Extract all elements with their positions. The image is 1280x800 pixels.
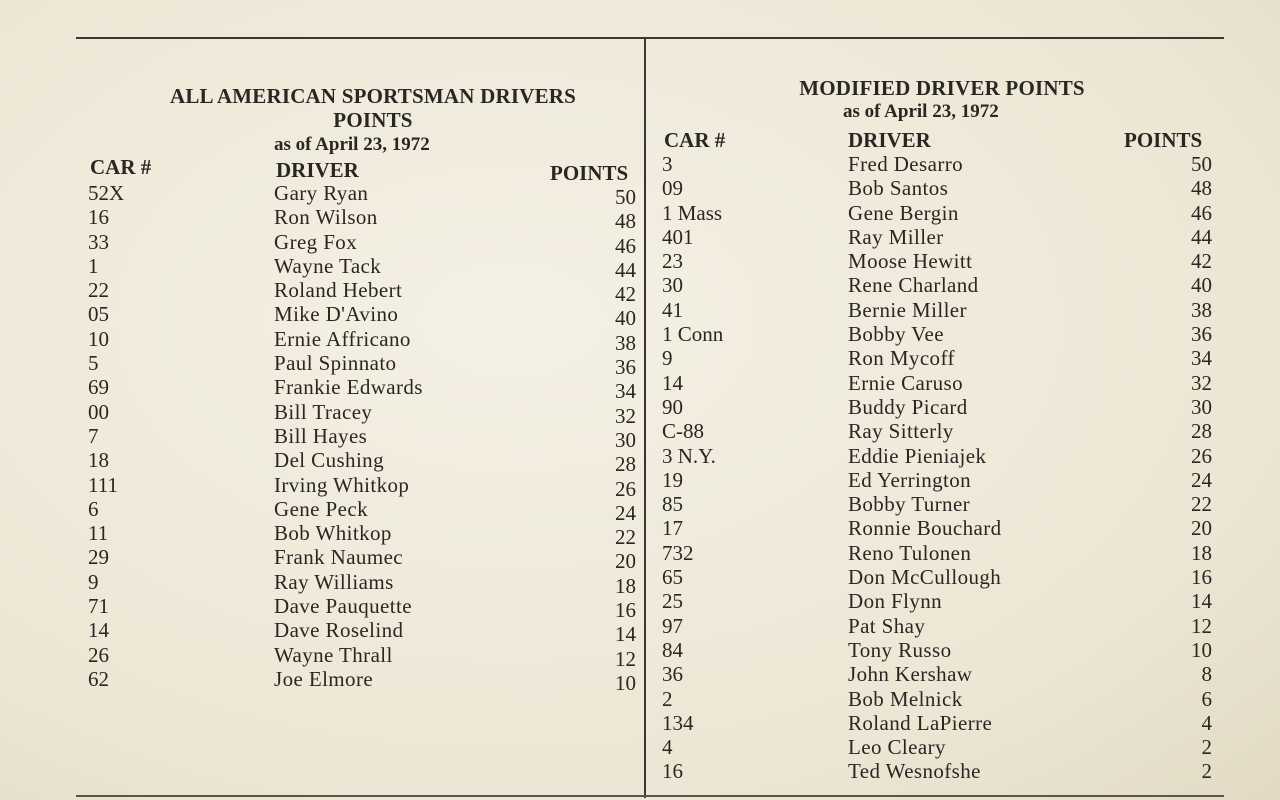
driver-points: 10 xyxy=(615,670,636,695)
car-number: 3 N.Y. xyxy=(662,443,716,468)
table-row xyxy=(662,346,1214,370)
car-number: 11 xyxy=(88,521,109,546)
driver-points: 14 xyxy=(615,622,636,647)
car-number: 09 xyxy=(662,176,683,201)
driver-name: Gene Bergin xyxy=(848,200,959,225)
driver-name: Bobby Vee xyxy=(848,322,944,347)
driver-name: Buddy Picard xyxy=(848,394,968,419)
driver-points: 44 xyxy=(1191,224,1212,249)
car-number: 26 xyxy=(88,642,109,667)
car-number: 36 xyxy=(662,662,683,687)
car-number: 17 xyxy=(662,516,683,541)
sportsman-date: as of April 23, 1972 xyxy=(274,134,430,155)
car-number: 14 xyxy=(88,618,109,643)
table-row xyxy=(88,302,640,331)
driver-name: Roland Hebert xyxy=(274,278,403,303)
driver-points: 20 xyxy=(1191,516,1212,541)
car-number: 18 xyxy=(88,448,109,473)
driver-points: 44 xyxy=(615,257,636,282)
table-row xyxy=(662,249,1214,273)
car-number: 2 xyxy=(662,686,673,711)
driver-name: Leo Cleary xyxy=(848,735,946,760)
driver-name: Ernie Affricano xyxy=(274,326,411,351)
driver-name: Frankie Edwards xyxy=(274,375,423,400)
sportsman-rows xyxy=(88,181,640,695)
driver-points: 40 xyxy=(1191,273,1212,298)
driver-name: Gene Peck xyxy=(274,496,368,521)
table-row xyxy=(88,278,640,307)
table-row xyxy=(662,298,1214,322)
table-row xyxy=(88,642,640,671)
driver-points: 2 xyxy=(1201,759,1212,784)
table-row xyxy=(662,444,1214,468)
car-number: 9 xyxy=(88,569,99,594)
table-row xyxy=(88,351,640,380)
car-number: 22 xyxy=(88,278,109,303)
driver-name: Moose Hewitt xyxy=(848,249,973,274)
table-row xyxy=(662,589,1214,613)
driver-name: Rene Charland xyxy=(848,273,979,298)
car-number: 7 xyxy=(88,423,99,448)
driver-name: Bill Hayes xyxy=(274,423,368,448)
driver-points: 2 xyxy=(1201,735,1212,760)
driver-points: 42 xyxy=(615,282,636,307)
driver-points: 18 xyxy=(615,573,636,598)
car-number: 5 xyxy=(88,351,99,376)
table-row xyxy=(662,322,1214,346)
table-row xyxy=(88,399,640,428)
driver-points: 12 xyxy=(1191,613,1212,638)
car-number: 14 xyxy=(662,370,683,395)
driver-points: 26 xyxy=(1191,443,1212,468)
modified-rows xyxy=(662,152,1214,784)
driver-name: John Kershaw xyxy=(848,662,973,687)
car-number: 25 xyxy=(662,589,683,614)
driver-name: Ronnie Bouchard xyxy=(848,516,1002,541)
driver-points: 38 xyxy=(615,330,636,355)
table-row xyxy=(662,273,1214,297)
driver-points: 46 xyxy=(615,233,636,258)
driver-points: 30 xyxy=(615,427,636,452)
driver-points: 32 xyxy=(1191,370,1212,395)
car-number: C-88 xyxy=(662,419,704,444)
table-row xyxy=(662,638,1214,662)
table-row xyxy=(88,569,640,598)
driver-name: Fred Desarro xyxy=(848,152,964,176)
table-row xyxy=(88,423,640,452)
driver-name: Irving Whitkop xyxy=(274,472,410,497)
driver-name: Paul Spinnato xyxy=(274,351,397,376)
table-row xyxy=(662,687,1214,711)
driver-points: 42 xyxy=(1191,249,1212,274)
table-row xyxy=(662,614,1214,638)
table-row xyxy=(662,759,1214,783)
driver-name: Bob Santos xyxy=(848,176,949,201)
car-number: 10 xyxy=(88,326,109,351)
column-divider xyxy=(644,38,646,798)
driver-points: 4 xyxy=(1201,710,1212,735)
table-row xyxy=(88,618,640,647)
modified-car-header: CAR # xyxy=(664,128,726,152)
top-rule xyxy=(76,37,1224,39)
driver-name: Roland LaPierre xyxy=(848,710,993,735)
car-number: 62 xyxy=(88,666,109,691)
driver-name: Ron Mycoff xyxy=(848,346,955,371)
driver-points: 32 xyxy=(615,403,636,428)
car-number: 134 xyxy=(662,710,694,735)
car-number: 69 xyxy=(88,375,109,400)
driver-points: 6 xyxy=(1201,686,1212,711)
modified-title: MODIFIED DRIVER POINTS xyxy=(799,76,1085,100)
driver-points: 10 xyxy=(1191,637,1212,662)
table-row xyxy=(662,395,1214,419)
driver-name: Mike D'Avino xyxy=(274,302,399,327)
driver-points: 22 xyxy=(615,525,636,550)
table-row xyxy=(88,229,640,258)
driver-name: Joe Elmore xyxy=(274,666,374,691)
car-number: 401 xyxy=(662,224,694,249)
car-number: 97 xyxy=(662,613,683,638)
table-row xyxy=(662,371,1214,395)
driver-name: Greg Fox xyxy=(274,229,358,254)
driver-points: 50 xyxy=(615,185,636,209)
table-row xyxy=(88,545,640,574)
driver-name: Del Cushing xyxy=(274,448,384,473)
car-number: 84 xyxy=(662,637,683,662)
driver-name: Bill Tracey xyxy=(274,399,373,424)
car-number: 19 xyxy=(662,467,683,492)
driver-name: Ron Wilson xyxy=(274,205,378,230)
table-row xyxy=(662,516,1214,540)
car-number: 41 xyxy=(662,297,683,322)
driver-points: 28 xyxy=(1191,419,1212,444)
table-row xyxy=(88,496,640,525)
table-row xyxy=(88,205,640,234)
car-number: 16 xyxy=(662,759,683,784)
modified-driver-header: DRIVER xyxy=(848,128,931,152)
driver-points: 20 xyxy=(615,549,636,574)
driver-points: 26 xyxy=(615,476,636,501)
driver-points: 48 xyxy=(1191,176,1212,201)
driver-name: Pat Shay xyxy=(848,613,926,638)
car-number: 9 xyxy=(662,346,673,371)
driver-name: Ted Wesnofshe xyxy=(848,759,981,784)
driver-points: 48 xyxy=(615,209,636,234)
sportsman-title-points: POINTS xyxy=(333,108,413,132)
table-row xyxy=(662,735,1214,759)
sportsman-points-header: POINTS xyxy=(550,161,629,185)
table-row xyxy=(662,541,1214,565)
driver-points: 24 xyxy=(1191,467,1212,492)
table-row xyxy=(662,176,1214,200)
driver-points: 14 xyxy=(1191,589,1212,614)
driver-name: Frank Naumec xyxy=(274,545,404,570)
car-number: 30 xyxy=(662,273,683,298)
table-row xyxy=(662,662,1214,686)
driver-points: 50 xyxy=(1191,152,1212,176)
driver-name: Dave Roselind xyxy=(274,618,404,643)
table-row xyxy=(662,711,1214,735)
driver-points: 16 xyxy=(1191,565,1212,590)
driver-name: Tony Russo xyxy=(848,637,952,662)
driver-points: 34 xyxy=(1191,346,1212,371)
table-row xyxy=(88,521,640,550)
car-number: 33 xyxy=(88,229,109,254)
table-row xyxy=(662,152,1214,176)
car-number: 52X xyxy=(88,181,125,205)
driver-points: 36 xyxy=(1191,322,1212,347)
modified-points-header: POINTS xyxy=(1124,128,1203,152)
driver-points: 36 xyxy=(615,355,636,380)
driver-points: 30 xyxy=(1191,394,1212,419)
table-row xyxy=(662,565,1214,589)
driver-points: 24 xyxy=(615,500,636,525)
table-row xyxy=(662,419,1214,443)
driver-name: Reno Tulonen xyxy=(848,540,972,565)
driver-name: Bob Whitkop xyxy=(274,521,392,546)
driver-name: Ray Williams xyxy=(274,569,394,594)
driver-name: Bob Melnick xyxy=(848,686,963,711)
car-number: 6 xyxy=(88,496,99,521)
car-number: 4 xyxy=(662,735,673,760)
driver-name: Don McCullough xyxy=(848,565,1002,590)
car-number: 71 xyxy=(88,594,109,619)
driver-name: Ernie Caruso xyxy=(848,370,964,395)
driver-points: 22 xyxy=(1191,492,1212,517)
driver-name: Ray Sitterly xyxy=(848,419,954,444)
table-row xyxy=(662,201,1214,225)
car-number: 23 xyxy=(662,249,683,274)
table-row xyxy=(662,225,1214,249)
driver-name: Eddie Pieniajek xyxy=(848,443,987,468)
car-number: 05 xyxy=(88,302,109,327)
table-row xyxy=(88,472,640,501)
driver-points: 16 xyxy=(615,598,636,623)
car-number: 1 Mass xyxy=(662,200,723,225)
driver-points: 18 xyxy=(1191,540,1212,565)
car-number: 1 xyxy=(88,253,99,278)
table-row xyxy=(88,326,640,355)
sportsman-title: ALL AMERICAN SPORTSMAN DRIVERS xyxy=(169,84,577,108)
car-number: 111 xyxy=(88,472,118,497)
car-number: 1 Conn xyxy=(662,322,724,347)
table-row xyxy=(662,468,1214,492)
table-row xyxy=(88,181,640,209)
sportsman-driver-header: DRIVER xyxy=(276,158,359,182)
driver-name: Don Flynn xyxy=(848,589,943,614)
driver-points: 38 xyxy=(1191,297,1212,322)
car-number: 3 xyxy=(662,152,673,176)
driver-points: 8 xyxy=(1201,662,1212,687)
driver-name: Dave Pauquette xyxy=(274,594,412,619)
car-number: 29 xyxy=(88,545,109,570)
car-number: 65 xyxy=(662,565,683,590)
driver-name: Bobby Turner xyxy=(848,492,971,517)
table-row xyxy=(88,375,640,404)
table-row xyxy=(88,253,640,282)
table-row xyxy=(88,666,640,695)
car-number: 85 xyxy=(662,492,683,517)
driver-name: Gary Ryan xyxy=(274,181,369,205)
driver-name: Ed Yerrington xyxy=(848,467,972,492)
driver-points: 34 xyxy=(615,379,636,404)
driver-name: Wayne Tack xyxy=(274,253,382,278)
car-number: 732 xyxy=(662,540,694,565)
driver-name: Bernie Miller xyxy=(848,297,967,322)
car-number: 90 xyxy=(662,394,683,419)
car-number: 00 xyxy=(88,399,109,424)
driver-name: Ray Miller xyxy=(848,224,944,249)
modified-date: as of April 23, 1972 xyxy=(843,101,999,122)
bottom-rule xyxy=(76,795,1224,797)
driver-points: 46 xyxy=(1191,200,1212,225)
driver-points: 40 xyxy=(615,306,636,331)
table-row xyxy=(662,492,1214,516)
table-row xyxy=(88,448,640,477)
car-number: 16 xyxy=(88,205,109,230)
table-row xyxy=(88,594,640,623)
driver-name: Wayne Thrall xyxy=(274,642,393,667)
driver-points: 28 xyxy=(615,452,636,477)
driver-points: 12 xyxy=(615,646,636,671)
sportsman-car-header: CAR # xyxy=(90,155,152,179)
